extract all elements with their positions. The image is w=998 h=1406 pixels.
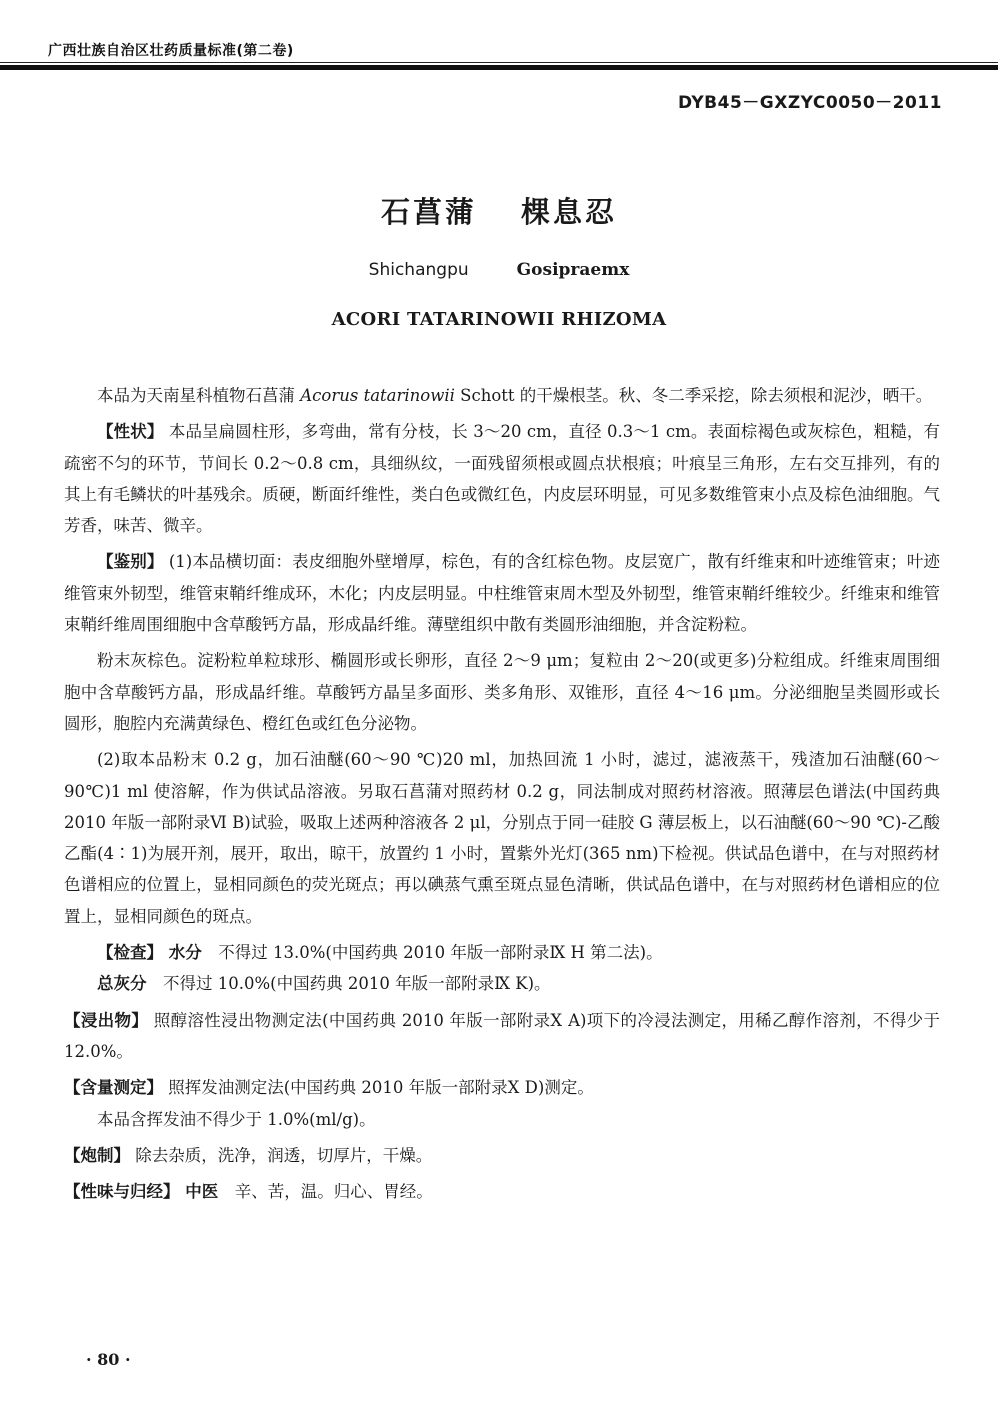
monograph-body [64,380,940,1212]
description-label: 【性状】 [97,422,164,442]
zhuang-name-cn: 棵息忍 [521,195,618,229]
standard-code: DYB45－GXZYC0050－2011 [678,93,942,113]
extract-label: 【浸出物】 [64,1010,149,1030]
inspection-section: 【检查】 水分 不得过 13.0%(中国药典 2010 年版一部附录Ⅸ H 第二法)。 [97,943,663,963]
description-section: 【性状】 本品呈扁圆柱形，多弯曲，常有分枝，长 3～20 cm，直径 0.3～1 cm。表面棕褐色或灰棕色，粗糙，有疏密不匀的环节，节间长 0.2～0.8 cm，具细纵纹，一面残留须根或圆点状根痕；叶痕呈三角形，左右交互排列，有的其上有毛鳞状的叶基残余。质硬，断面纤维性，类白色或微红色，内皮层环明显，可见多数维管束小点及棕色油细胞。气芳香，味苦、微辛。 [64,422,941,536]
romanized-names [0,260,998,280]
assay-section: 【含量测定】 照挥发油测定法(中国药典 2010 年版一部附录Ⅹ D)测定。 [64,1078,594,1098]
ash-label: 总灰分 [97,974,147,994]
extract-section: 【浸出物】 照醇溶性浸出物测定法(中国药典 2010 年版一部附录Ⅹ A)项下的冷浸法测定，用稀乙醇作溶剂，不得少于 12.0%。 [64,1010,940,1061]
header-rule-thin [0,62,998,63]
assay-requirement: 本品含挥发油不得少于 1.0%(ml/g)。 [97,1109,376,1129]
tlc-paragraph: (2)取本品粉末 0.2 g，加石油醚(60～90 ℃)20 ml，加热回流 1 小时，滤过，滤液蒸干，残渣加石油醚(60～90℃)1 ml 使溶解，作为供试品溶液。另取石菖蒲对照药材 0.2 g，同法制成对照药材溶液。照薄层色谱法(中国药典 2010 年版一部附录Ⅵ B)试验，吸取上述两种溶液各 2 μl，分别点于同一硅胶 G 薄层板上，以石油醚(60～90 ℃)-乙酸乙酯(4∶1)为展开剂，展开，取出，晾干，放置约 1 小时，置紫外光灯(365 nm)下检视。供试品色谱中，在与对照药材色谱相应的位置上，显相同颜色的荧光斑点；再以碘蒸气熏至斑点显色清晰，供试品色谱中，在与对照药材色谱相应的位置上，显相同颜色的斑点。 [64,750,940,926]
nature-meridian-section: 【性味与归经】 中医 辛、苦，温。归心、胃经。 [64,1182,433,1202]
total-ash-line: 总灰分 不得过 10.0%(中国药典 2010 年版一部附录Ⅸ K)。 [97,974,551,994]
cn-name: 石菖蒲 [380,195,477,229]
page-number: · 80 · [86,1350,131,1369]
pinyin-name: Shichangpu [368,260,469,280]
processing-section: 【炮制】 除去杂质，洗净，润透，切厚片，干燥。 [64,1145,433,1165]
powder-paragraph: 粉末灰棕色。淀粉粒单粒球形、椭圆形或长卵形，直径 2～9 μm；复粒由 2～20(或更多)分粒组成。纤维束周围细胞中含草酸钙方晶，形成晶纤维。草酸钙方晶呈多面形、类多角形、双锥形，直径 4～16 μm。分泌细胞呈类圆形或长圆形，胞腔内充满黄绿色、橙红色或红色分泌物。 [64,651,940,733]
identification-section: 【鉴别】 (1)本品横切面：表皮细胞外壁增厚，棕色，有的含红棕色物。皮层宽广，散有纤维束和叶迹维管束；叶迹维管束外韧型，维管束鞘纤维成环，木化；内皮层明显。中柱维管束周木型及外韧型，维管束鞘纤维较少。纤维束和维管束鞘纤维周围细胞中含草酸钙方晶，形成晶纤维。薄壁组织中散有类圆形油细胞，并含淀粉粒。 [64,552,941,635]
intro-paragraph: 本品为天南星科植物石菖蒲 Acorus tatarinowii Schott 的干燥根茎。秋、冬二季采挖，除去须根和泥沙，晒干。 [97,386,933,405]
processing-label: 【炮制】 [64,1145,130,1165]
identification-label: 【鉴别】 [97,552,164,572]
species-name: Acorus tatarinowii [300,386,455,405]
running-header-book-title: 广西壮族自治区壮药质量标准(第二卷) [48,43,294,59]
zhuang-name: Gosipraemx [516,260,630,280]
header-rule-thick [0,65,998,70]
inspection-label: 【检查】 [97,943,163,963]
nature-label: 【性味与归经】 [64,1182,180,1202]
assay-label: 【含量测定】 [64,1078,163,1098]
latin-drug-name: ACORI TATARINOWII RHIZOMA [331,309,667,330]
water-label: 水分 [163,943,202,963]
page-title [0,190,998,231]
tcm-label: 中医 [179,1182,219,1202]
